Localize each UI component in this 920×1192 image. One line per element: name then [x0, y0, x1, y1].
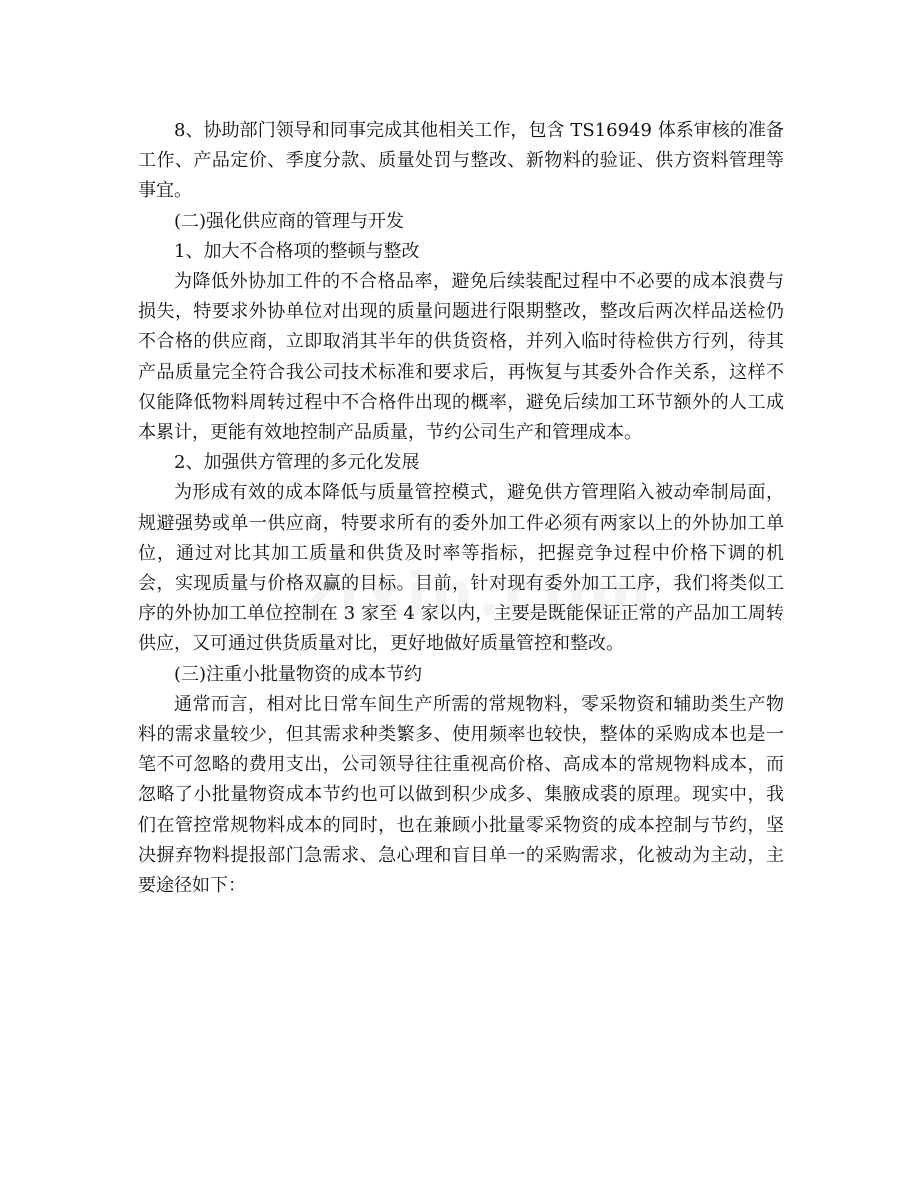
subheading-1: 1、加大不合格项的整顿与整改 [174, 240, 420, 262]
paragraph-item-8: 8、协助部门领导和同事完成其他相关工作，包含 TS16949 体系审核的准备工作、产品定价、季度分款、质量处罚与整改、新物料的验证、供方资料管理等事宜。 [138, 120, 784, 202]
paragraph-nonconformity: 为降低外协加工件的不合格品率，避免后续装配过程中不必要的成本浪费与损失，特要求外协单位对出现的质量问题进行限期整改，整改后两次样品送检仍不合格的供应商，立即取消其半年的供货资格，并列入临时待检供方行列，待其产品质量完全符合我公司技术标准和要求后，再恢复与其委外合作关系，这样不仅能降低物料周转过程中不合格件出现的概率，避免后续加工环节额外的人工成本累计，更能有效地控制产品质量，节约公司生产和管理成本。 [138, 271, 784, 444]
paragraph-supplier-diversification: 为形成有效的成本降低与质量管控模式，避免供方管理陷入被动牵制局面，规避强势或单一供应商，特要求所有的委外加工件必须有两家以上的外协加工单位，通过对比其加工质量和供货及时率等指标，把握竞争过程中价格下调的机会，实现质量与价格双赢的目标。目前，针对现有委外加工工序，我们将类似工序的外协加工单位控制在 3 家至 4 家以内，主要是既能保证正常的产品加工周转供应，又可通过供货质量对比，更好地做好质量管控和整改。 [138, 482, 784, 655]
document-body [138, 116, 784, 901]
paragraph-small-batch: 通常而言，相对比日常车间生产所需的常规物料，零采物资和辅助类生产物料的需求量较少，但其需求种类繁多、使用频率也较快，整体的采购成本也是一笔不可忽略的费用支出，公司领导往往重视高价格、高成本的常规物料成本，而忽略了小批量物资成本节约也可以做到积少成多、集腋成裘的原理。现实中，我们在管控常规物料成本的同时，也在兼顾小批量零采物资的成本控制与节约，坚决摒弃物料提报部门急需求、急心理和盲目单一的采购需求，化被动为主动，主要途径如下： [138, 693, 784, 897]
subheading-2: 2、加强供方管理的多元化发展 [174, 452, 420, 474]
section-heading-2: (二)强化供应商的管理与开发 [174, 210, 405, 232]
section-heading-3: (三)注重小批量物资的成本节约 [174, 663, 423, 685]
